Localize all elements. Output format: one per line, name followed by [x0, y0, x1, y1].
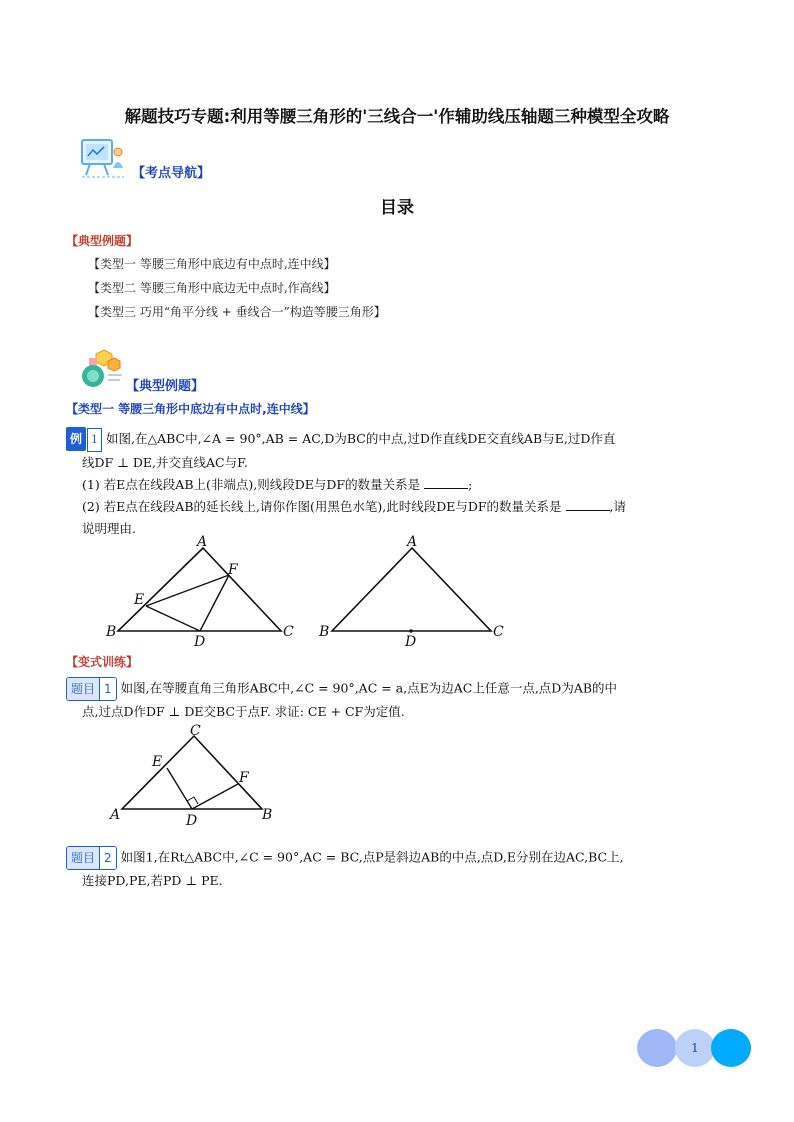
- label-a-2: A: [407, 534, 418, 550]
- segment-df: [200, 575, 229, 631]
- segment-de: [146, 606, 200, 631]
- page-title: 解题技巧专题:利用等腰三角形的'三线合一'作辅助线压轴题三种模型全攻略: [124, 107, 670, 126]
- examples-heading: 【典型例题】: [126, 379, 205, 394]
- page-number: 1: [691, 1041, 699, 1055]
- question-1-suffix: ;: [468, 477, 473, 492]
- segment-df-3: [192, 784, 238, 809]
- topic-2-line-2: 连接PD,PE,若PD ⊥ PE.: [82, 873, 223, 888]
- label-d: D: [194, 634, 206, 650]
- label-f-3: F: [239, 770, 249, 786]
- topic-1-line-1: 如图,在等腰直角三角形ABC中,∠C = 90°,AC = a,点E为边AC上任意一点,点D为AB的中: [120, 680, 618, 696]
- label-d-3: D: [186, 813, 198, 829]
- label-e: E: [134, 592, 145, 608]
- topic-badge-2: 题目 2: [66, 846, 117, 870]
- label-b-3: B: [262, 807, 273, 823]
- toc-title: 目录: [380, 198, 414, 218]
- example-1-line-1: 如图,在△ABC中,∠A = 90°,AB = AC,D为BC的中点,过D作直线DE交直线AB与E,过D作直: [106, 431, 616, 446]
- topic-2: [66, 846, 756, 892]
- example-badge: 例: [66, 427, 86, 451]
- toc-section-heading: 【典型例题】: [66, 234, 139, 248]
- example-1-line-2: 线DF ⊥ DE,并交直线AC与F.: [82, 455, 248, 470]
- nav-heading: 【考点导航】: [132, 166, 211, 181]
- page-number-circle: [675, 1029, 715, 1067]
- midpoint-d: [409, 629, 413, 633]
- topic-badge-1: 题目 1: [66, 677, 117, 701]
- label-d-2: D: [405, 634, 417, 650]
- figure-example-1-left: [100, 532, 310, 650]
- page-decoration-circle-left: [637, 1029, 677, 1067]
- question-2-suffix: ,请: [609, 499, 627, 514]
- answer-blank-2[interactable]: [566, 498, 610, 511]
- question-1-text: (1) 若E点在线段AB上(非端点),则线段DE与DF的数量关系是: [82, 477, 421, 492]
- page-decoration-circle-right: [711, 1029, 751, 1067]
- question-2-text: (2) 若E点在线段AB的延长线上,请你作图(用黑色水笔),此时线段DE与DF的数量关系是: [82, 499, 562, 514]
- figure-example-1-right: [314, 532, 514, 650]
- flask-icon: [80, 348, 124, 390]
- label-f: F: [228, 562, 238, 578]
- example-number: 1: [87, 428, 102, 452]
- label-c-2: C: [493, 624, 504, 640]
- topic-1-line-2: 点,过点D作DF ⊥ DE交BC于点F. 求证: CE + CF为定值.: [82, 704, 405, 719]
- toc-item-type2[interactable]: 【类型二 等腰三角形中底边无中点时,作高线】: [88, 281, 336, 295]
- label-a-3: A: [110, 807, 121, 823]
- toc-item-type3[interactable]: 【类型三 巧用“角平分线 + 垂线合一”构造等腰三角形】: [88, 305, 386, 319]
- label-c-3: C: [190, 723, 201, 739]
- answer-blank-1[interactable]: [424, 476, 468, 489]
- topic-2-line-1: 如图1,在Rt△ABC中,∠C = 90°,AC = BC,点P是斜边AB的中点,点D,E分别在边AC,BC上,: [120, 849, 624, 865]
- label-a: A: [197, 534, 208, 550]
- variant-heading: 【变式训练】: [66, 655, 139, 669]
- chalkboard-icon: [80, 138, 126, 178]
- toc-item-type1[interactable]: 【类型一 等腰三角形中底边有中点时,连中线】: [88, 257, 336, 271]
- example-1: [66, 427, 736, 540]
- label-b: B: [106, 624, 117, 640]
- triangle-abc-2: [332, 548, 491, 631]
- segment-de-3: [167, 768, 192, 809]
- question-2-line-2: 说明理由.: [82, 521, 136, 536]
- label-b-2: B: [319, 624, 330, 640]
- triangle-abc: [118, 548, 281, 631]
- figure-topic-1: [106, 722, 282, 830]
- label-e-3: E: [152, 754, 163, 770]
- type1-heading: 【类型一 等腰三角形中底边有中点时,连中线】: [66, 402, 315, 416]
- topic-1: [66, 677, 736, 723]
- label-c: C: [283, 624, 294, 640]
